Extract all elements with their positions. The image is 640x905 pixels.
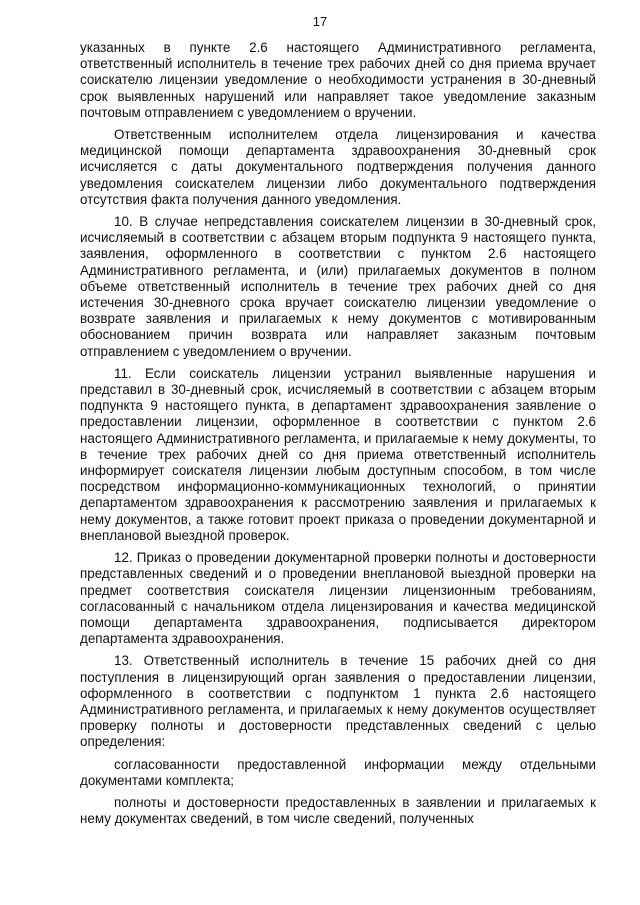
paragraph-item-10: 10. В случае непредставления соискателем лицензии в 30-дневный срок, исчисляемый в соответствии с абзацем вторым подпункта 9 настоящего пункта, заявления, оформленного в соответствии с пунктом 2.6 настоящего Административного регламента, и (или) прилагаемых документов в полном объеме ответственный исполнитель в течение трех рабочих дней со дня истечения 30-дневного срока вручает соискателю лицензии уведомление о возврате заявления и прилагаемых к нему документов с мотивированным обоснованием причин возврата или направляет заказным почтовым отправлением с уведомлением о вручении. — [80, 214, 596, 359]
paragraph-item-11: 11. Если соискатель лицензии устранил выявленные нарушения и представил в 30-дневный срок, исчисляемый в соответствии с абзацем вторым подпункта 9 настоящего пункта, в департамент здравоохранения заявление о предоставлении лицензии, оформленное в соответствии с пунктом 2.6 настоящего Административного регламента, и прилагаемые к нему документы, то в течение трех рабочих дней со дня приема ответственный исполнитель информирует соискателя лицензии любым доступным способом, в том числе посредством информационно-коммуникационных технологий, о принятии департаментом здравоохранения к рассмотрению заявления и прилагаемых к нему документов, а также готовит проект приказа о проведении документарной и внеплановой выездной проверок. — [80, 365, 596, 543]
paragraph-consistency: согласованности предоставленной информации между отдельными документами комплекта; — [80, 756, 596, 788]
document-body — [80, 40, 596, 831]
paragraph-item-13: 13. Ответственный исполнитель в течение 15 рабочих дней со дня поступления в лицензирующий орган заявления о предоставлении лицензии, оформленного в соответствии с подпунктом 1 пункта 2.6 настоящего Административного регламента, и прилагаемых к нему документов осуществляет проверку полноты и достоверности представленных сведений с целью определения: — [80, 653, 596, 750]
paragraph-completeness: полноты и достоверности предоставленных в заявлении и прилагаемых к нему документах сведений, в том числе сведений, полученных — [80, 794, 596, 827]
paragraph-deadline-calculation: Ответственным исполнителем отдела лицензирования и качества медицинской помощи департамента здравоохранения 30-дневный срок исчисляется с даты документального подтверждения получения данного уведомления соискателем лицензии либо документального подтверждения отсутствия факта получения данного уведомления. — [80, 127, 596, 207]
paragraph-continuation: указанных в пункте 2.6 настоящего Административного регламента, ответственный исполнитель в течение трех рабочих дней со дня приема вручает соискателю лицензии уведомление о необходимости устранения в 30-дневный срок выявленных нарушений или направляет такое уведомление заказным почтовым отправлением с уведомлением о вручении. — [80, 40, 596, 120]
paragraph-item-12: 12. Приказ о проведении документарной проверки полноты и достоверности представленных сведений и о проведении внеплановой выездной проверки на предмет соответствия соискателя лицензии лицензионным требованиям, согласованный с начальником отдела лицензирования и качества медицинской помощи департамента здравоохранения, подписывается директором департамента здравоохранения. — [80, 550, 596, 647]
page-number: 17 — [312, 14, 328, 29]
